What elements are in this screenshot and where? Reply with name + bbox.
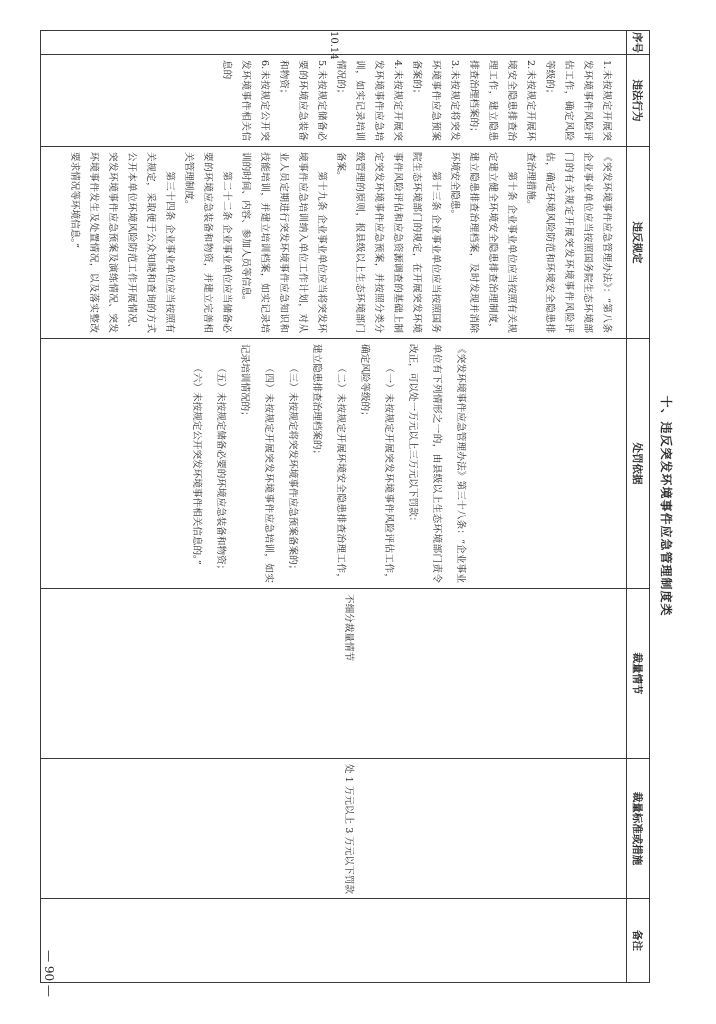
basis-intro: 《突发环境事件应急管理办法》第三十八条：“企业事业单位有下列情形之一的，由县级以上生态环境部门责令改正，可以处一万元以上三万元以下罚款： [407,344,466,583]
basis-item: （四）未按规定开展突发环境事件应急培训，如实记录培训情况的； [239,344,274,583]
basis-item: （三）未按规定将突发环境事件应急预案备案的； [287,363,298,575]
header-standard: 裁量标准或措施 [627,759,650,899]
act-item: 3.未按规定将突发环境事件应急预案备案的； [411,60,460,141]
circumstance-text: 不细分裁量情节 [343,594,354,662]
penalty-table [40,30,650,983]
basis-item: （二）未按规定开展环境安全隐患排查治理工作，建立隐患排查治理档案的； [311,344,346,583]
cell-basis [41,339,627,589]
page-number: — 90 — [42,950,56,997]
standard-text: 处 1 万元以上 3 万元以下罚款 [343,764,354,894]
rotated-page-content [40,30,680,982]
header-circumstance: 裁量情节 [627,589,650,759]
basis-item: （五）未按规定储备必要的环境应急装备和物资； [215,363,226,575]
cell-seq: 10.14 [41,31,627,55]
rule-paragraph: 第二十二条 企业事业单位应当储备必要的环境应急装备和物资，并建立完善相关管理制度。 [183,152,232,333]
cell-circumstance [41,589,627,759]
rule-paragraph: 第十三条 企业事业单位应当按照国务院生态环境部门的规定，在开展突发环境事件风险评估和应急资源调查的基础上制定突发环境事件应急预案，并按照分类分级管理的原则，报县级以上生态环境部门备案。 [335,152,441,333]
table-header-row [627,31,650,983]
header-remark: 备注 [627,899,650,983]
table-row [41,31,627,983]
cell-acts [41,55,627,147]
basis-item: （六）未按规定公开突发环境事件相关信息的。” [191,363,202,565]
header-seq: 序号 [627,31,650,55]
rule-paragraph: 第三十四条 企业事业单位应当按照有关规定，采取便于公众知晓和查询的方式公开本单位环境风险防范工作开展情况、突发环境事件应急预案及演练情况、突发环境事件发生及处置情况，以及落实整改要求情况等环境信息。” [69,152,175,333]
cell-remark [41,899,627,983]
act-item: 5.未按规定储备必要的环境应急装备和物资； [278,60,327,141]
act-item: 4.未按规定开展突发环境事件应急培训，如实记录培训情况的； [335,60,403,141]
rule-paragraph: 第十九条 企业事业单位应当将突发环境事件应急培训纳入单位工作计划，对从业人员定期进行突发环境事件应急知识和技能培训，并建立培训档案，如实记录培训的时间、内容、参加人员等信息。 [240,152,327,333]
section-title: 十、违反突发环境事件应急管理制度类 [659,395,673,617]
rule-paragraph: 《突发环境事件应急管理办法》：“第八条 企业事业单位应当按照国务院生态环境部门的有关规定开展突发环境事件风险评估，确定环境风险防范和环境安全隐患排查治理措施。 [525,152,612,333]
cell-rules [41,147,627,339]
header-rule: 违反规定 [627,147,650,339]
page-footer [28,950,68,997]
act-item: 2.未按规定开展环境安全隐患排查治理工作，建立隐患排查治理档案的； [468,60,536,141]
rule-paragraph: 第十条 企业事业单位应当按照有关规定建立健全环境安全隐患排查治理制度，建立隐患排查治理档案，及时发现并消除环境安全隐患。 [449,152,517,333]
act-item: 1.未按规定开展突发环境事件风险评估工作，确定风险等级的； [544,60,612,141]
basis-item: （一）未按规定开展突发环境事件风险评估工作，确定风险等级的； [359,344,394,583]
header-act: 违法行为 [627,55,650,147]
header-basis: 处罚依据 [627,339,650,589]
act-item: 6.未按规定公开突发环境事件相关信息的 [221,60,270,141]
cell-standard [41,759,627,899]
